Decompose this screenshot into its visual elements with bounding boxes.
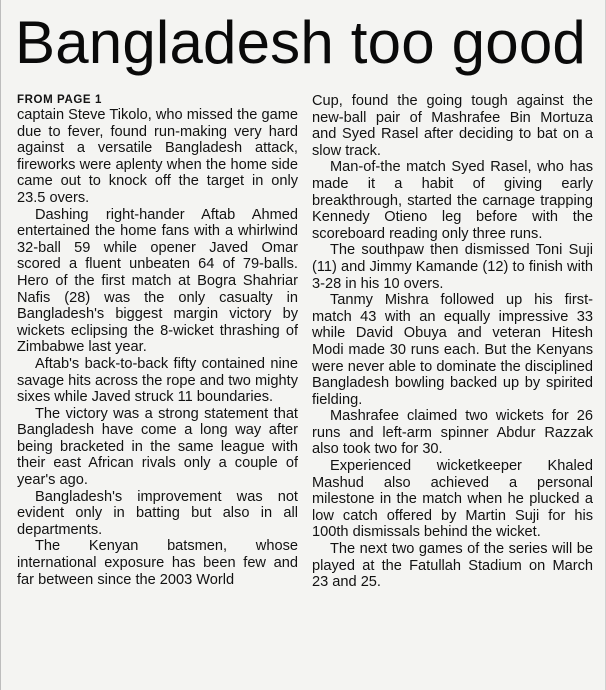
kicker-from-page-1: FROM PAGE 1 xyxy=(17,94,102,106)
paragraph: Aftab's back-to-back fifty contained nine savage hits across the rope and two mighty sixes while Javed struck 11 boundaries. xyxy=(17,355,298,406)
paragraph: The southpaw then dismissed Toni Suji (11) and Jimmy Kamande (12) to finish with 3-28 in his 10 overs. xyxy=(312,242,593,292)
paragraph: Dashing right-hander Aftab Ahmed entertained the home fans with a whirlwind 32-ball 59 while opener Javed Omar scored a fluent unbeaten 64 of 79-balls. Hero of the first match at Bogra Shahriar Nafis (28) was the only casualty in Bangladesh's biggest margin victory by wickets eclipsing the 8-wicket thrashing of Zimbabwe last year. xyxy=(17,206,298,356)
paragraph: Man-of-the match Syed Rasel, who has made it a habit of giving early breakthrough, started the carnage trapping Kennedy Otieno leg before with the scoreboard reading only three runs. xyxy=(312,159,593,242)
article-body xyxy=(17,93,593,683)
paragraph: The Kenyan batsmen, whose international exposure has been few and far between since the 2003 World xyxy=(17,538,298,588)
paragraph: The victory was a strong statement that Bangladesh have come a long way after being bracketed in the same league with their east African rivals only a couple of year's ago. xyxy=(17,405,298,489)
paragraph: Tanmy Mishra followed up his first-match 43 with an equally impressive 33 while David Obuya and veteran Hitesh Modi made 30 runs each. But the Kenyans were never able to dominate the disciplined Bangladesh bowling backed up by spirited fielding. xyxy=(312,292,593,408)
paragraph: Cup, found the going tough against the new-ball pair of Mashrafee Bin Mortuza and Syed Rasel after deciding to bat on a slow track. xyxy=(312,93,593,159)
paragraph: Experienced wicketkeeper Khaled Mashud also achieved a personal milestone in the match when he plucked a low catch offered by Martin Suji for his 100th dismissals behind the wicket. xyxy=(312,458,593,541)
headline: Bangladesh too good xyxy=(15,9,586,76)
column-right xyxy=(312,93,593,683)
paragraph: Mashrafee claimed two wickets for 26 runs and left-arm spinner Abdur Razzak also took two for 30. xyxy=(312,408,593,458)
paragraph: captain Steve Tikolo, who missed the game due to fever, found run-making very hard against a versatile Bangladesh attack, fireworks were aplenty when the home side came out to knock off the target in only 23.5 overs. xyxy=(17,107,298,206)
column-left xyxy=(17,93,298,683)
paragraph: The next two games of the series will be played at the Fatullah Stadium on March 23 and 25. xyxy=(312,541,593,591)
paragraph: Bangladesh's improvement was not evident only in batting but also in all departments. xyxy=(17,488,298,538)
